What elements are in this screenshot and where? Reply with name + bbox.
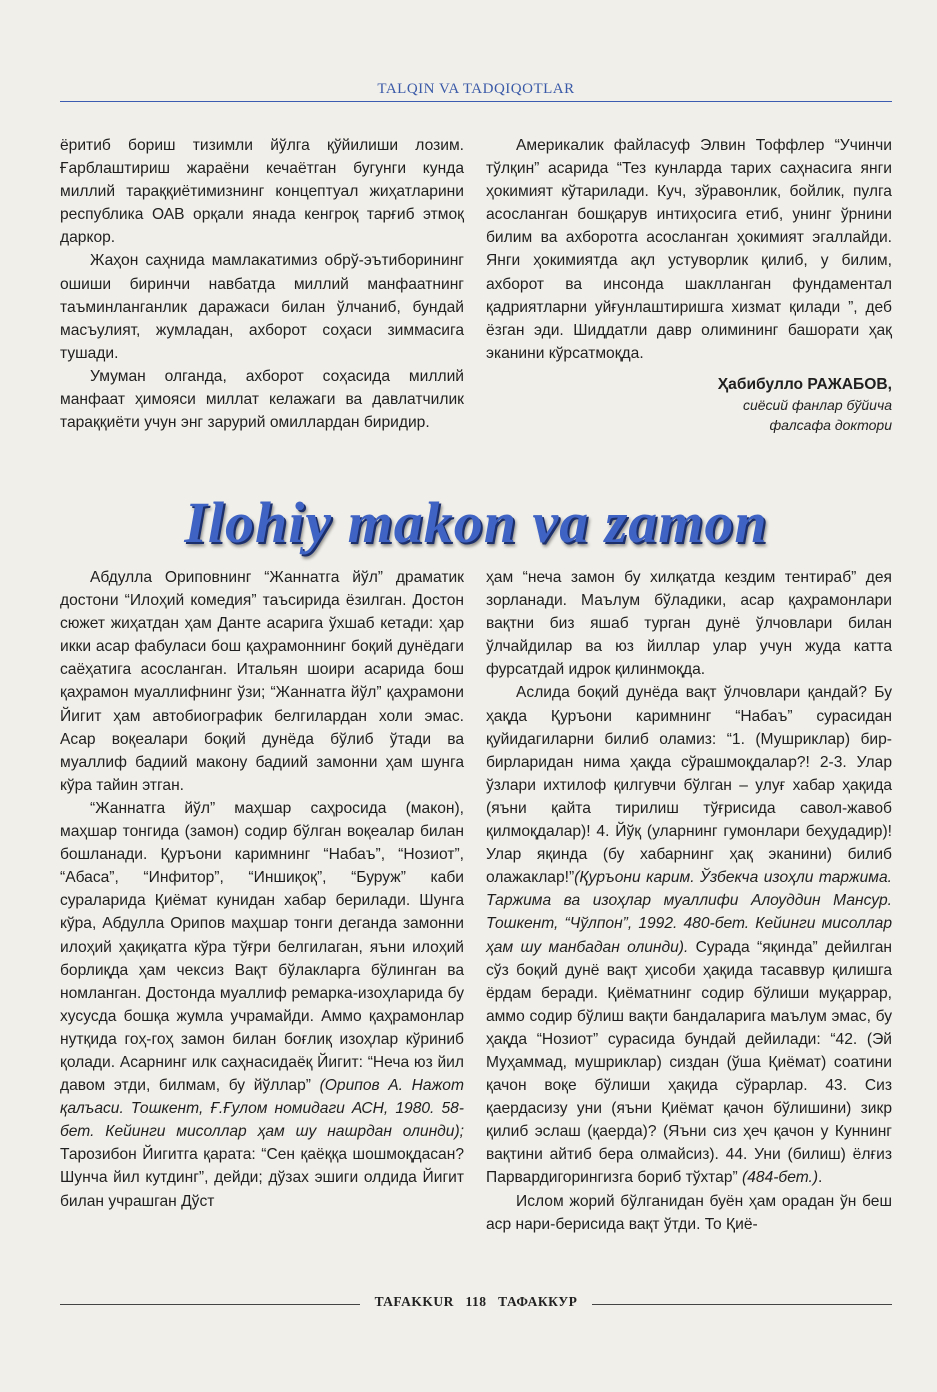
paragraph-text: “Жаннатга йўл” маҳшар саҳросида (макон), маҳшар тонгида (замон) содир бўлган воқеалар билан бошланади. Қуръони каримнинг “Набаъ”, “Нозиот”, “Абаса”, “Инфитор”, “Иншиқоқ”, “Буруж” каби сураларида Қиёмат кунидан хабар берилади. Шунга кўра, Абдулла Орипов маҳшар тонги деганда замонни илоҳий ҳақиқатга кўра тўғри белгилаган, яъни илоҳий борлиқда ҳам чексиз Вақт бўлакларга бўлинган ва номланган. Достонда муаллиф ремарка-изоҳларида бу хусусда бошқа жумла учрамайди. Аммо қаҳрамонлар нутқида гоҳ-гоҳ замон билан боғлиқ изоҳлар кўриниб қолади. Асарнинг илк саҳнасидаёқ Йигит: “Неча юз йил давом этди, билмам, бу йўллар”	[60, 799, 464, 1095]
top-left-column	[60, 134, 464, 434]
paragraph: Америкалик файласуф Элвин Тоффлер “Учинчи тўлқин” асарида “Тез кунларда тарих саҳнасига янги ҳокимият кўтарилади. Куч, зўравонлик, бойлик, пулга асосланган бошқарув интиҳосига етиб, унинг ўрнини билим ва ахборотга асосланган ҳокимият эгаллайди. Янги ҳокимиятда ақл устуворлик қилиб, у билим, ахборот ва инсонда шаклланган фундаментал қадриятларни уйғунлаштиришга хизмат қилади ”, деб ёзган эди. Шиддатли давр олимининг башорати ҳақ эканини кўрсатмоқда.	[486, 137, 892, 362]
paragraph: Умуман олганда, ахборот соҳасида миллий манфаат ҳимояси миллат келажаги ва давлатчилик тараққиёти учун энг зарурий омиллардан биридир.	[60, 367, 464, 432]
running-header	[60, 76, 892, 102]
running-footer	[60, 1290, 892, 1318]
footer-left-title: TAFAKKUR	[374, 1294, 454, 1309]
header-rule	[60, 101, 892, 102]
page-number: 118	[465, 1294, 487, 1309]
footer-right-title: ТАФАККУР	[498, 1294, 578, 1309]
paragraph: ҳам “неча замон бу хилқатда кездим тентираб” дея зорланади. Маълум бўладики, асар қаҳрамонлари вақтни биз яшаб турган дунё ўлчовлари билан ўлчайдилар ва юз йиллар улар учун жуда катта фурсатдай идрок қилинмоқда.	[486, 569, 892, 679]
citation: (Орипов А. Нажот қалъаси. Тошкент, Ғ.Ғулом номидаги АСН, 1980. 58-бет. Кейинги мисоллар ҳам шу нашрдан олинди);	[60, 1077, 464, 1141]
paragraph	[486, 681, 892, 1189]
article-title: Ilohiy makon va zamon	[184, 490, 768, 555]
footer-text	[60, 1294, 892, 1310]
paragraph: Ислом жорий бўлганидан буён ҳам орадан ўн беш аср нари-берисида вақт ўтди. То Қиё-	[486, 1192, 892, 1233]
citation: (484-бет.)	[742, 1169, 819, 1187]
author-degree-line1: сиёсий фанлар бўйича	[742, 396, 892, 413]
bottom-right-column	[486, 566, 892, 1236]
paragraph: Абдулла Ориповнинг “Жаннатга йўл” драматик достони “Илоҳий комедия” таъсирида ёзилган. Достон сюжет жиҳатдан ҳам Данте асарига ўхшаб кетади: ҳар икки асар фабуласи бош қаҳрамоннинг боқий дунёдаги саёҳатига асосланган. Итальян шоири асарида бош қаҳрамон муаллифнинг ўзи; “Жаннатга йўл” қаҳрамони Йигит ҳам автобиографик белгилардан холи эмас. Асар воқеалари боқий дунёда бўлиб ўтади ва муаллиф бадиий макону бадиий замонни ҳам шунга кўра тайин этган.	[60, 569, 464, 794]
paragraph-text: Сурада “яқинда” дейилган сўз боқий дунё вақт ҳисоби ҳақида тасаввур қилишга ёрдам беради. Қиёматнинг содир бўлиши муқаррар, аммо содир бўлиш вақти бандаларига маълум эмас, бу ҳақда “Нозиот” сурасида бундай дейилади: “42. (Эй Муҳаммад, мушриклар) сиздан (ўша Қиёмат) соатини қачон воқе бўлиши ҳақида сўрарлар. 43. Сиз қаердасизу уни (яъни Қиёмат қачон бўлишини) зикр қилиб эслаш (қаерда)? (Яъни сиз ҳеч қачон у Куннинг вақтини айтиб бера олмайсиз). 44. Уни (билиш) ёлғиз Парвардигорингизга бориб тўхтар”	[486, 938, 892, 1187]
paragraph-text: Тарозибон Йигитга қарата: “Сен қаёққа шошмоқдасан? Шунча йил кутдинг”, дейди; дўзах эшиги олдида Йигит билан учрашган Дўст	[60, 1146, 464, 1210]
citation: (Қуръони карим. Ўзбекча изоҳли таржима. Таржима ва изоҳлар муаллифи Алоуддин Мансур. Тошкент, “Чўлпон”, 1992. 480-бет. Кейинги мисоллар ҳам шу манбадан олинди).	[486, 869, 892, 956]
paragraph	[60, 797, 464, 1213]
section-title: TALQIN VA TADQIQOTLAR	[377, 81, 575, 97]
paragraph: Жаҳон саҳнида мамлакатимиз обрў-эътиборининг ошиши биринчи навбатда миллий манфаатнинг таъминланганлик даражаси билан ўлчаниб, бундай масъулият, жумладан, ахборот соҳаси зиммасига тушади.	[60, 252, 464, 362]
author-name: Ҳабибулло РАЖАБОВ,	[717, 375, 892, 393]
paragraph-text: Аслида боқий дунёда вақт ўлчовлари қандай? Бу ҳақда Қуръони каримнинг “Набаъ” сурасидан қуйидагиларни билиб оламиз: “1. (Мушриклар) бир-бирларидан нима ҳақда сўрашмоқдалар?! 2-3. Улар ўзлари ихтилоф қилгувчи бўлган – улуғ хабар ҳақида (яъни қайта тирилиш тўғрисида савол-жавоб қилмоқдалар)! 4. Йўқ (уларнинг гумонлари беҳудадир)! Улар яқинда (бу хабарнинг ҳақ эканини) билиб олажаклар!”	[486, 684, 892, 887]
author-degree-line2: фалсафа доктори	[769, 416, 892, 433]
top-right-column	[486, 134, 892, 435]
paragraph-text: .	[818, 1169, 823, 1187]
paragraph: ёритиб бориш тизимли йўлга қўйилиши лозим. Ғарблаштириш жараёни кечаётган бугунги кунда миллий тараққиётимизнинг концептуал жиҳатларини республика ОАВ орқали янада кенгроқ тарғиб этмоқ даркор.	[60, 137, 464, 247]
bottom-left-column	[60, 566, 464, 1213]
author-signature	[486, 375, 892, 435]
